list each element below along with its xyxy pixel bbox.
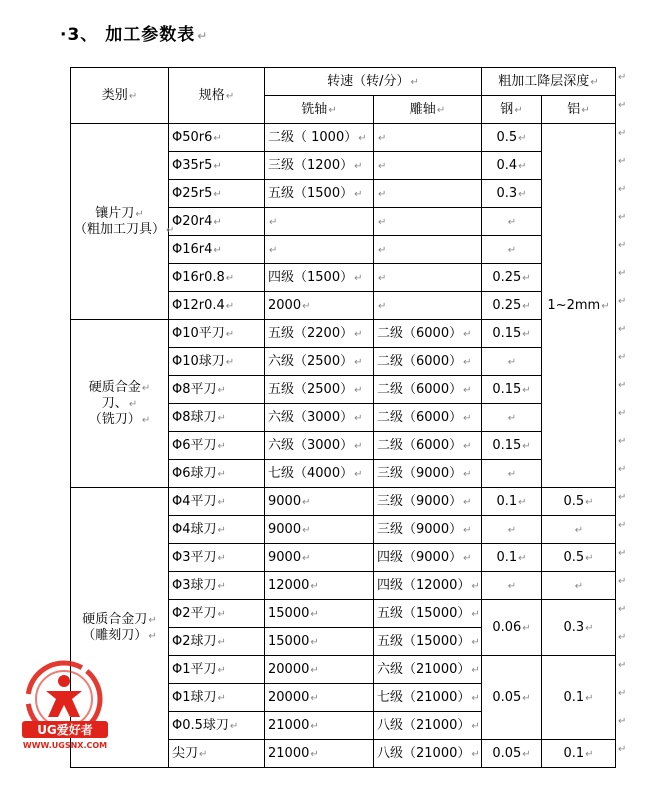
spec-cell: Φ25r5↵ [169, 180, 265, 208]
steel-depth-cell: ↵ [482, 404, 542, 432]
spec-cell: Φ20r4↵ [169, 208, 265, 236]
engrave-speed-cell: ↵ [374, 124, 482, 152]
steel-depth-cell: 0.4↵ [482, 152, 542, 180]
mill-speed-cell: 9000↵ [265, 544, 374, 572]
engrave-speed-cell: 二级（6000）↵ [374, 376, 482, 404]
steel-depth-cell: 0.05↵ [482, 656, 542, 740]
mill-speed-cell: 20000↵ [265, 684, 374, 712]
engrave-speed-cell: 五级（15000）↵ [374, 628, 482, 656]
steel-depth-cell: ↵ [482, 460, 542, 488]
table-row [71, 124, 616, 152]
header-steel: 钢↵ [482, 96, 542, 124]
category-cell: 镶片刀↵ （粗加工刀具）↵ [71, 124, 169, 320]
mill-speed-cell: ↵ [265, 208, 374, 236]
paragraph-mark: ↵ [197, 29, 209, 43]
header-depth: 粗加工降层深度↵ [482, 68, 616, 96]
steel-depth-cell: ↵ [482, 208, 542, 236]
spec-cell: Φ1球刀↵ [169, 684, 265, 712]
paragraph-mark: ↵ [618, 575, 627, 587]
engrave-speed-cell: ↵ [374, 292, 482, 320]
aluminum-depth-cell: 0.5↵ [542, 488, 616, 516]
steel-depth-cell: 0.3↵ [482, 180, 542, 208]
header-engrave: 雕轴↵ [374, 96, 482, 124]
aluminum-depth-cell: ↵ [542, 572, 616, 600]
header-mill: 铣轴↵ [265, 96, 374, 124]
logo-url: WWW.UGSNX.COM [22, 741, 108, 750]
steel-depth-cell: 0.5↵ [482, 124, 542, 152]
paragraph-mark: ↵ [618, 351, 627, 363]
spec-cell: Φ8球刀↵ [169, 404, 265, 432]
paragraph-mark: ↵ [618, 547, 627, 559]
mill-speed-cell: 20000↵ [265, 656, 374, 684]
paragraph-mark: ↵ [618, 603, 627, 615]
aluminum-depth-cell: 0.3↵ [542, 600, 616, 656]
engrave-speed-cell: 二级（6000）↵ [374, 404, 482, 432]
engrave-speed-cell: 二级（6000）↵ [374, 320, 482, 348]
paragraph-mark: ↵ [618, 715, 627, 727]
paragraph-mark: ↵ [618, 127, 627, 139]
machining-parameters-table [70, 67, 616, 768]
table-row [71, 488, 616, 516]
steel-depth-cell: 0.1↵ [482, 544, 542, 572]
aluminum-depth-cell: ↵ [542, 516, 616, 544]
mill-speed-cell: 二级（ 1000）↵ [265, 124, 374, 152]
mill-speed-cell: 四级（1500）↵ [265, 264, 374, 292]
steel-depth-cell: 0.15↵ [482, 376, 542, 404]
header-category: 类别↵ [71, 68, 169, 124]
engrave-speed-cell: 二级（6000）↵ [374, 348, 482, 376]
mill-speed-cell: 21000↵ [265, 712, 374, 740]
mill-speed-cell: 七级（4000）↵ [265, 460, 374, 488]
engrave-speed-cell: 七级（21000）↵ [374, 684, 482, 712]
paragraph-mark: ↵ [618, 379, 627, 391]
paragraph-mark: ↵ [618, 71, 627, 83]
engrave-speed-cell: ↵ [374, 180, 482, 208]
engrave-speed-cell: 六级（21000）↵ [374, 656, 482, 684]
engrave-speed-cell: ↵ [374, 236, 482, 264]
paragraph-mark: ↵ [618, 659, 627, 671]
table-row [71, 320, 616, 348]
spec-cell: Φ0.5球刀↵ [169, 712, 265, 740]
paragraph-mark: ↵ [618, 435, 627, 447]
mill-speed-cell: 15000↵ [265, 628, 374, 656]
spec-cell: Φ4平刀↵ [169, 488, 265, 516]
mill-speed-cell: ↵ [265, 236, 374, 264]
steel-depth-cell: 0.25↵ [482, 292, 542, 320]
header-spec: 规格↵ [169, 68, 265, 124]
paragraph-mark: ↵ [618, 743, 627, 755]
paragraph-mark: ↵ [618, 323, 627, 335]
steel-depth-cell: 0.25↵ [482, 264, 542, 292]
paragraph-mark: ↵ [618, 155, 627, 167]
table-body [71, 68, 616, 768]
category-cell: 硬质合金刀↵ （雕刻刀）↵ [71, 488, 169, 768]
paragraph-mark: ↵ [618, 211, 627, 223]
steel-depth-cell: 0.15↵ [482, 320, 542, 348]
spec-cell: Φ16r4↵ [169, 236, 265, 264]
spec-cell: Φ35r5↵ [169, 152, 265, 180]
spec-cell: 尖刀↵ [169, 740, 265, 768]
section-heading-text: ·3、 加工参数表 [60, 25, 196, 45]
mill-speed-cell: 五级（2500）↵ [265, 376, 374, 404]
mill-speed-cell: 21000↵ [265, 740, 374, 768]
steel-depth-cell: ↵ [482, 572, 542, 600]
mill-speed-cell: 15000↵ [265, 600, 374, 628]
engrave-speed-cell: 五级（15000）↵ [374, 600, 482, 628]
spec-cell: Φ12r0.4↵ [169, 292, 265, 320]
spec-cell: Φ50r6↵ [169, 124, 265, 152]
spec-cell: Φ6球刀↵ [169, 460, 265, 488]
steel-depth-cell: 0.05↵ [482, 740, 542, 768]
steel-depth-cell: ↵ [482, 348, 542, 376]
engrave-speed-cell: 三级（9000）↵ [374, 488, 482, 516]
engrave-speed-cell: 三级（9000）↵ [374, 516, 482, 544]
section-heading [60, 20, 208, 45]
spec-cell: Φ3平刀↵ [169, 544, 265, 572]
aluminum-depth-cell: 0.5↵ [542, 544, 616, 572]
mill-speed-cell: 六级（2500）↵ [265, 348, 374, 376]
paragraph-mark: ↵ [618, 491, 627, 503]
spec-cell: Φ8平刀↵ [169, 376, 265, 404]
engrave-speed-cell: 四级（9000）↵ [374, 544, 482, 572]
paragraph-mark: ↵ [618, 239, 627, 251]
steel-depth-cell: ↵ [482, 516, 542, 544]
mill-speed-cell: 三级（1200）↵ [265, 152, 374, 180]
mill-speed-cell: 9000↵ [265, 516, 374, 544]
mill-speed-cell: 五级（1500）↵ [265, 180, 374, 208]
steel-depth-cell: 0.15↵ [482, 432, 542, 460]
spec-cell: Φ6平刀↵ [169, 432, 265, 460]
spec-cell: Φ2平刀↵ [169, 600, 265, 628]
paragraph-mark: ↵ [618, 295, 627, 307]
spec-cell: Φ2球刀↵ [169, 628, 265, 656]
mill-speed-cell: 六级（3000）↵ [265, 404, 374, 432]
engrave-speed-cell: ↵ [374, 208, 482, 236]
engrave-speed-cell: 八级（21000）↵ [374, 740, 482, 768]
paragraph-mark: ↵ [618, 687, 627, 699]
paragraph-mark: ↵ [618, 519, 627, 531]
header-aluminum: 铝↵ [542, 96, 616, 124]
paragraph-mark: ↵ [618, 267, 627, 279]
spec-cell: Φ10平刀↵ [169, 320, 265, 348]
spec-cell: Φ16r0.8↵ [169, 264, 265, 292]
category-cell: 硬质合金↵ 刀、↵ （铣刀）↵ [71, 320, 169, 488]
mill-speed-cell: 2000↵ [265, 292, 374, 320]
mill-speed-cell: 五级（2200）↵ [265, 320, 374, 348]
steel-depth-cell: 0.1↵ [482, 488, 542, 516]
paragraph-mark: ↵ [618, 99, 627, 111]
paragraph-mark: ↵ [618, 183, 627, 195]
mill-speed-cell: 12000↵ [265, 572, 374, 600]
engrave-speed-cell: 八级（21000）↵ [374, 712, 482, 740]
aluminum-depth-cell: 0.1↵ [542, 740, 616, 768]
paragraph-mark: ↵ [618, 463, 627, 475]
paragraph-mark: ↵ [618, 407, 627, 419]
steel-depth-cell: ↵ [482, 236, 542, 264]
aluminum-depth-cell: 1~2mm↵ [542, 124, 616, 488]
mill-speed-cell: 9000↵ [265, 488, 374, 516]
mill-speed-cell: 六级（3000）↵ [265, 432, 374, 460]
spec-cell: Φ10球刀↵ [169, 348, 265, 376]
engrave-speed-cell: 三级（9000）↵ [374, 460, 482, 488]
paragraph-mark: ↵ [618, 631, 627, 643]
logo-brand: UG爱好者 [37, 723, 93, 737]
engrave-speed-cell: 二级（6000）↵ [374, 432, 482, 460]
header-row [71, 68, 616, 96]
aluminum-depth-cell: 0.1↵ [542, 656, 616, 740]
header-speed: 转速（转/分）↵ [265, 68, 482, 96]
spec-cell: Φ1平刀↵ [169, 656, 265, 684]
engrave-speed-cell: 四级（12000）↵ [374, 572, 482, 600]
spec-cell: Φ3球刀↵ [169, 572, 265, 600]
steel-depth-cell: 0.06↵ [482, 600, 542, 656]
engrave-speed-cell: ↵ [374, 264, 482, 292]
engrave-speed-cell: ↵ [374, 152, 482, 180]
ugsnx-logo [6, 655, 126, 760]
spec-cell: Φ4球刀↵ [169, 516, 265, 544]
